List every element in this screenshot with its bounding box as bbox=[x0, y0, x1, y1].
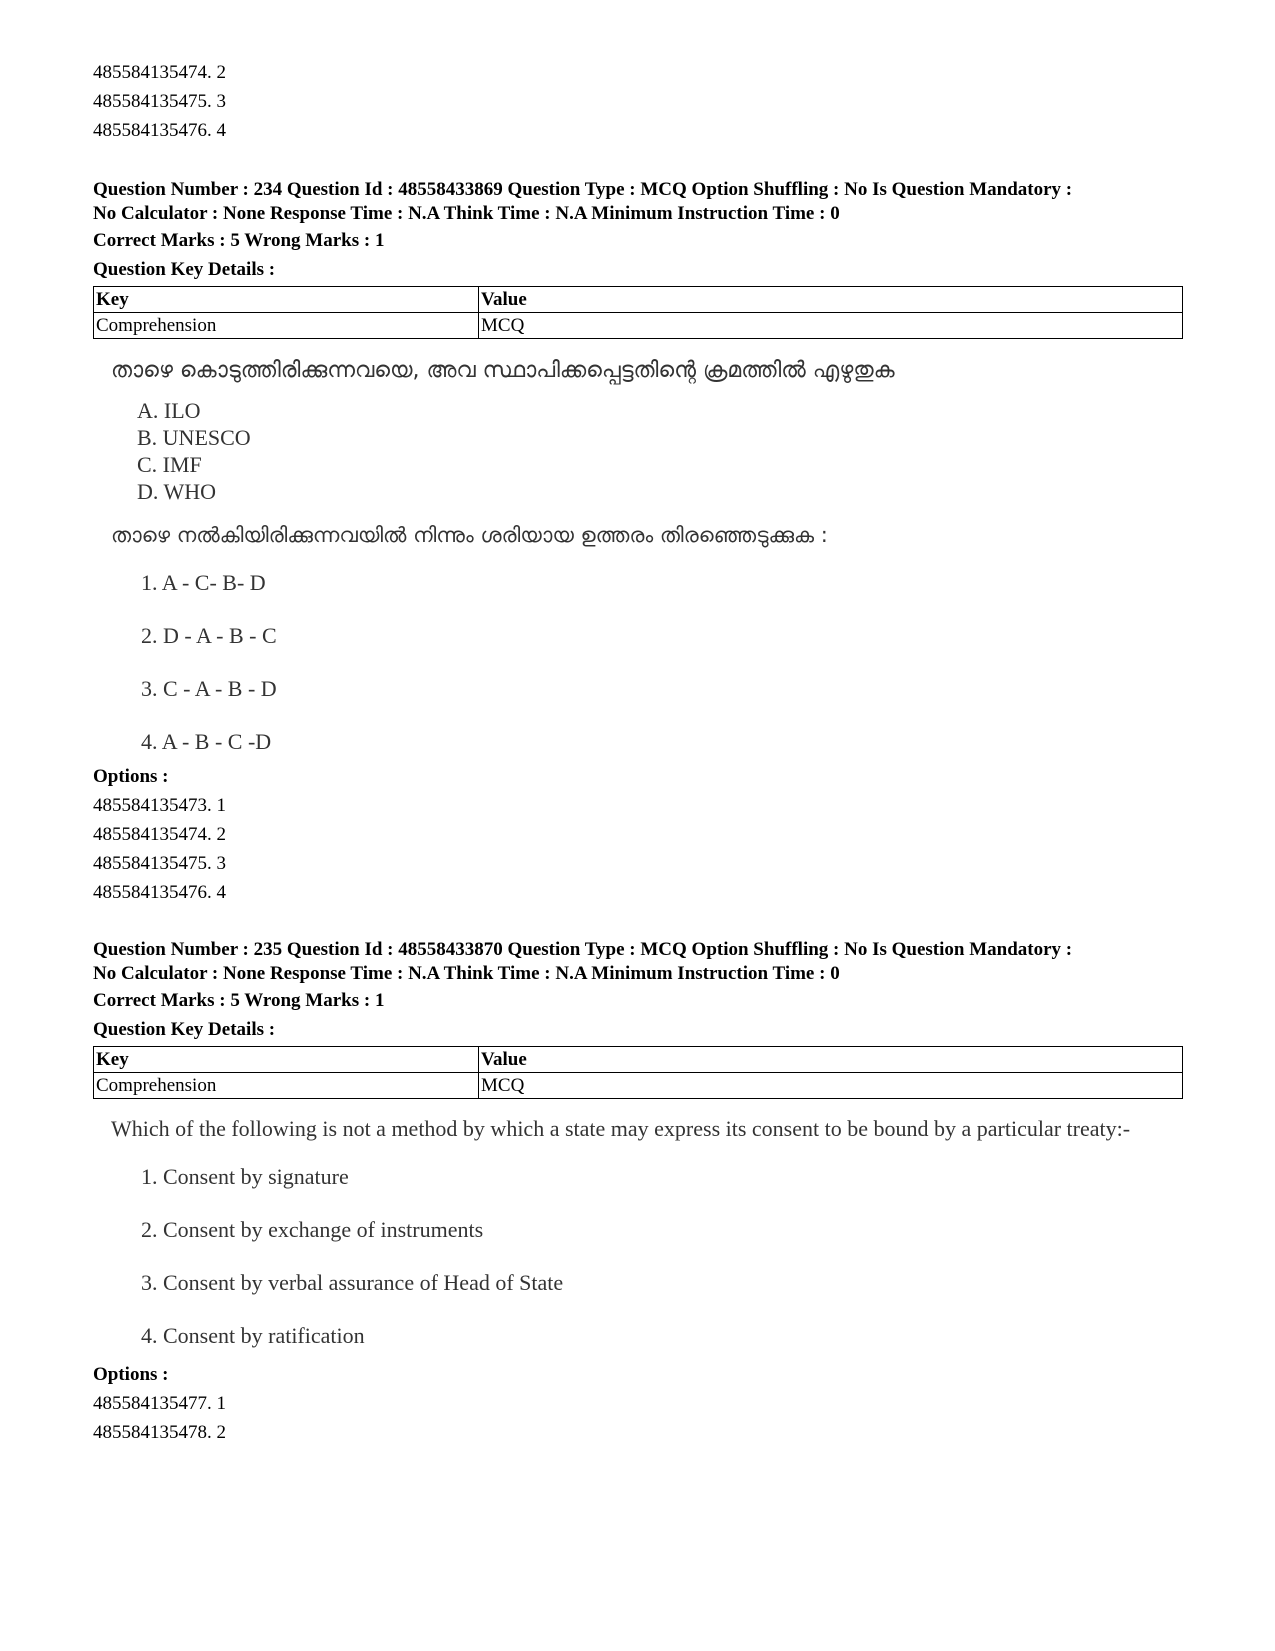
question-header-line2: No Calculator : None Response Time : N.A Think Time : N.A Minimum Instruction Time : 0 bbox=[93, 203, 840, 224]
question-header-line1: Question Number : 234 Question Id : 48558433869 Question Type : MCQ Option Shuffling : No Is Question Mandatory : bbox=[93, 179, 1073, 200]
question-block-235 bbox=[93, 938, 1183, 1447]
document-page bbox=[93, 58, 1183, 1447]
answer-choice: 2. Consent by exchange of instruments bbox=[141, 1217, 484, 1242]
option-line: 485584135478. 2 bbox=[93, 1422, 226, 1443]
question-prompt: Which of the following is not a method by which a state may express its consent to be bound by a particular treaty:- bbox=[111, 1116, 1131, 1141]
question-marks: Correct Marks : 5 Wrong Marks : 1 bbox=[93, 990, 385, 1011]
options-list bbox=[93, 1389, 1183, 1447]
table-row bbox=[94, 313, 1183, 339]
option-line: 485584135473. 1 bbox=[93, 795, 226, 816]
question-header-line2: No Calculator : None Response Time : N.A Think Time : N.A Minimum Instruction Time : 0 bbox=[93, 963, 840, 984]
list-item: D. WHO bbox=[137, 479, 217, 504]
question-block-234 bbox=[93, 178, 1183, 907]
table-cell-key: Comprehension bbox=[94, 313, 479, 339]
key-details-table bbox=[93, 1046, 1183, 1099]
question-prompt: താഴെ കൊടുത്തിരിക്കുന്നവയെ, അവ സ്ഥാപിക്കപ്പെട്ടതിന്റെ ക്രമത്തിൽ എഴുതുക bbox=[111, 358, 895, 383]
table-header-value: Value bbox=[479, 1047, 1183, 1073]
answer-choice: 1. A - C- B- D bbox=[141, 570, 266, 595]
question-content bbox=[93, 1115, 1183, 1360]
answer-choice: 4. Consent by ratification bbox=[141, 1323, 365, 1348]
option-line: 485584135475. 3 bbox=[93, 853, 226, 874]
answer-choice: 2. D - A - B - C bbox=[141, 623, 277, 648]
answer-choice: 3. Consent by verbal assurance of Head of State bbox=[141, 1270, 564, 1295]
table-cell-key: Comprehension bbox=[94, 1073, 479, 1099]
options-label: Options : bbox=[93, 1364, 169, 1385]
option-line: 485584135474. 2 bbox=[93, 824, 226, 845]
key-details-table bbox=[93, 286, 1183, 339]
question-header bbox=[93, 938, 1183, 986]
option-line: 485584135477. 1 bbox=[93, 1393, 226, 1414]
table-cell-value: MCQ bbox=[479, 1073, 1183, 1099]
answer-choice: 4. A - B - C -D bbox=[141, 729, 272, 754]
table-cell-value: MCQ bbox=[479, 313, 1183, 339]
option-line: 485584135476. 4 bbox=[93, 120, 226, 141]
list-item: B. UNESCO bbox=[137, 425, 251, 450]
previous-options-list bbox=[93, 58, 1183, 145]
answer-choice: 1. Consent by signature bbox=[141, 1164, 349, 1189]
question-marks: Correct Marks : 5 Wrong Marks : 1 bbox=[93, 230, 385, 251]
table-header-row bbox=[94, 287, 1183, 313]
answer-choices bbox=[111, 569, 1183, 762]
question-header-line1: Question Number : 235 Question Id : 48558433870 Question Type : MCQ Option Shuffling : No Is Question Mandatory : bbox=[93, 939, 1073, 960]
question-items bbox=[111, 397, 1183, 505]
table-header-key: Key bbox=[94, 287, 479, 313]
options-label: Options : bbox=[93, 766, 169, 787]
option-line: 485584135476. 4 bbox=[93, 882, 226, 903]
option-line: 485584135475. 3 bbox=[93, 91, 226, 112]
answer-choice: 3. C - A - B - D bbox=[141, 676, 277, 701]
list-item: C. IMF bbox=[137, 452, 202, 477]
option-line: 485584135474. 2 bbox=[93, 62, 226, 83]
question-header bbox=[93, 178, 1183, 226]
table-header-row bbox=[94, 1047, 1183, 1073]
question-sub-prompt: താഴെ നൽകിയിരിക്കുന്നവയിൽ നിന്നും ശരിയായ ഉത്തരം തിരഞ്ഞെടുക്കുക : bbox=[111, 523, 828, 547]
answer-choices bbox=[111, 1163, 1183, 1360]
table-header-value: Value bbox=[479, 287, 1183, 313]
list-item: A. ILO bbox=[137, 398, 201, 423]
question-content bbox=[93, 349, 1183, 762]
key-details-label: Question Key Details : bbox=[93, 259, 276, 280]
table-header-key: Key bbox=[94, 1047, 479, 1073]
key-details-label: Question Key Details : bbox=[93, 1019, 276, 1040]
table-row bbox=[94, 1073, 1183, 1099]
options-list bbox=[93, 791, 1183, 907]
